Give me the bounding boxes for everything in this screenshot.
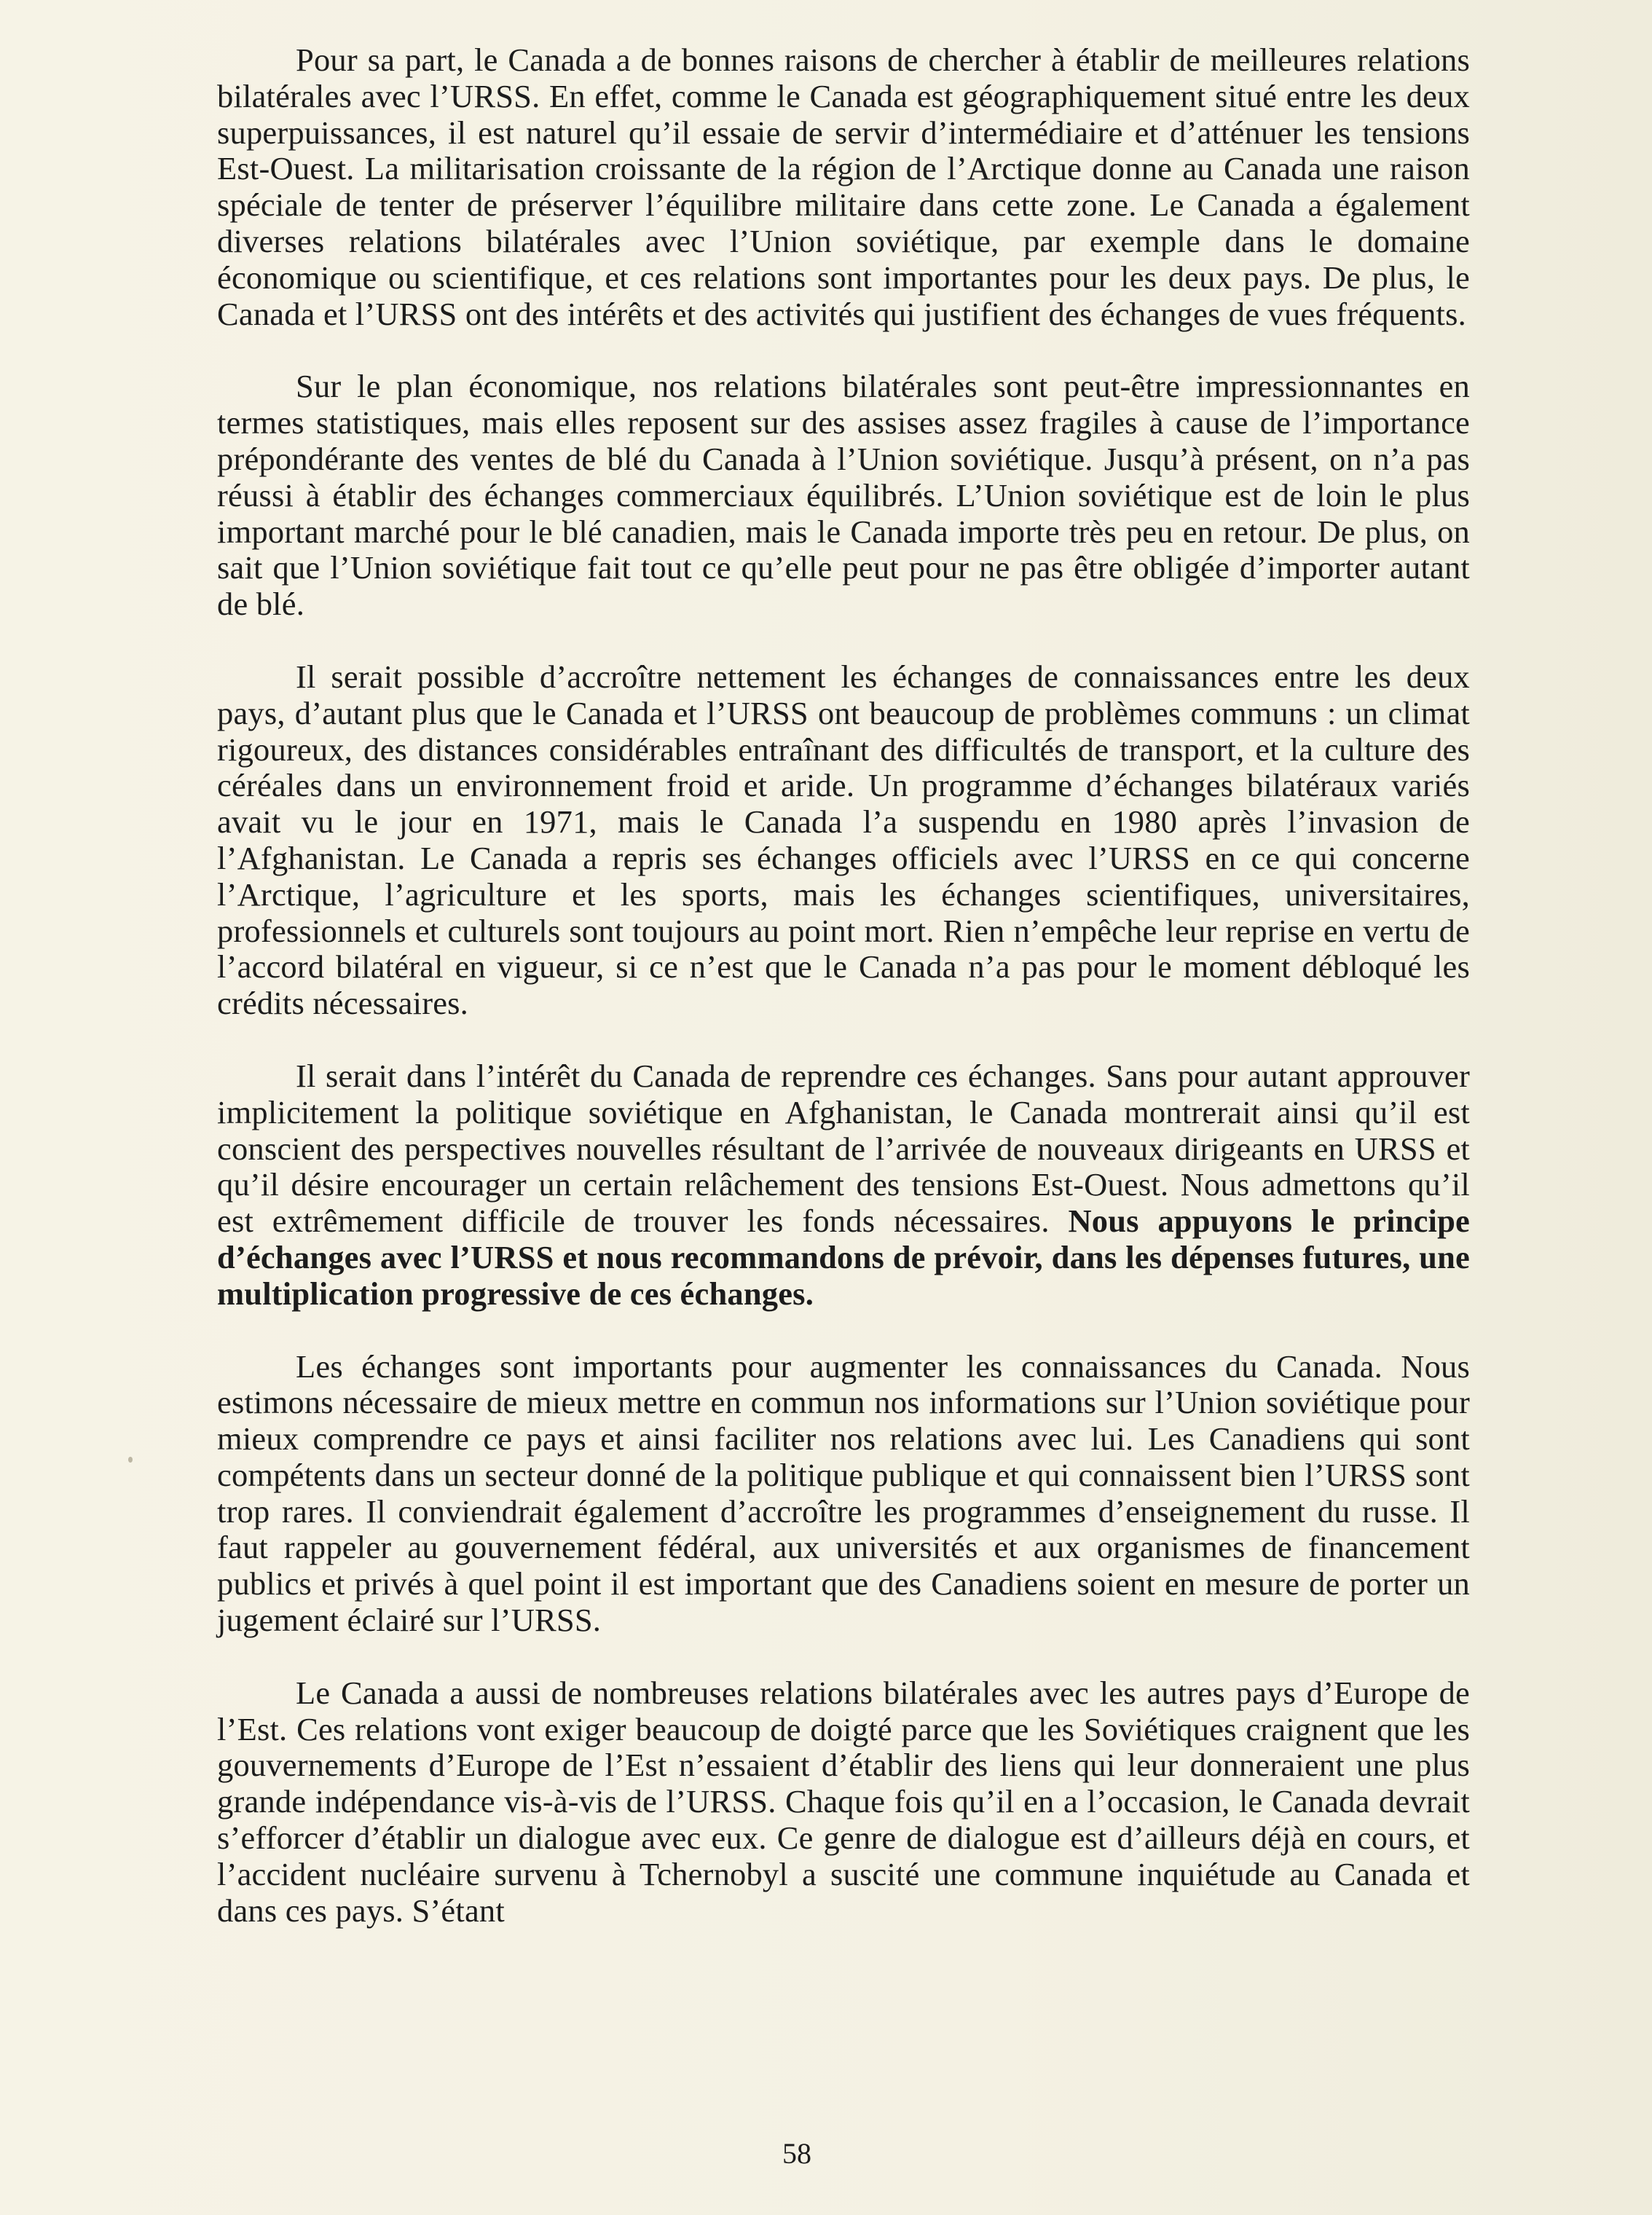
paragraph-text: Il serait dans l’intérêt du Canada de reprendre ces échanges. Sans pour autant approuver implicitement la politique soviétique en Afghanistan, le Canada montrerait ainsi qu’il est conscient des perspectives nouvelles résultant de l’arrivée de nouveaux dirigeants en URSS et qu’il désire encourager un certain relâchement des tensions Est-Ouest. Nous admettons qu’il est extrêmement difficile de trouver les fonds nécessaires. bbox=[217, 1057, 1470, 1240]
paragraph-economic-relations: Sur le plan économique, nos relations bilatérales sont peut-être impressionnantes en termes statistiques, mais elles reposent sur des assises assez fragiles à cause de l’importance prépondérante des ventes de blé du Canada à l’Union soviétique. Jusqu’à présent, on n’a pas réussi à établir des échanges commerciaux équilibrés. L’Union soviétique est de loin le plus important marché pour le blé canadien, mais le Canada importe très peu en retour. De plus, on sait que l’Union soviétique fait tout ce qu’elle peut pour ne pas être obligée d’importer autant de blé. bbox=[217, 368, 1470, 623]
scan-speck bbox=[128, 1457, 133, 1463]
body-text bbox=[217, 42, 1470, 1929]
paragraph-exchanges-importance: Les échanges sont importants pour augmenter les connaissances du Canada. Nous estimons nécessaire de mieux mettre en commun nos informations sur l’Union soviétique pour mieux comprendre ce pays et ainsi faciliter nos relations avec lui. Les Canadiens qui sont compétents dans un secteur donné de la politique publique et qui connaissent bien l’URSS sont trop rares. Il conviendrait également d’accroître les programmes d’enseignement du russe. Il faut rappeler au gouvernement fédéral, aux universités et aux organismes de financement publics et privés à quel point il est important que des Canadiens soient en mesure de porter un jugement éclairé sur l’URSS. bbox=[217, 1348, 1470, 1639]
recommendation-bold-text: Nous appuyons le principe d’échanges avec l’URSS et nous recommandons de prévoir, dans les dépenses futures, une multiplication progressive de ces échanges. bbox=[217, 1203, 1471, 1312]
paragraph-canada-urss-relations: Pour sa part, le Canada a de bonnes raisons de chercher à établir de meilleures relations bilatérales avec l’URSS. En effet, comme le Canada est géographiquement situé entre les deux superpuissances, il est naturel qu’il essaie de servir d’intermédiaire et d’atténuer les tensions Est-Ouest. La militarisation croissante de la région de l’Arctique donne au Canada une raison spéciale de tenter de préserver l’équilibre militaire dans cette zone. Le Canada a également diverses relations bilatérales avec l’Union soviétique, par exemple dans le domaine économique ou scientifique, et ces relations sont importantes pour les deux pays. De plus, le Canada et l’URSS ont des intérêts et des activités qui justifient des échanges de vues fréquents. bbox=[217, 42, 1470, 332]
paragraph-resume-exchanges bbox=[217, 1058, 1470, 1313]
paragraph-eastern-europe: Le Canada a aussi de nombreuses relations bilatérales avec les autres pays d’Europe de l’Est. Ces relations vont exiger beaucoup de doigté parce que les Soviétiques craignent que les gouvernements d’Europe de l’Est n’essaient d’établir des liens qui leur donneraient une plus grande indépendance vis-à-vis de l’URSS. Chaque fois qu’il en a l’occasion, le Canada devrait s’efforcer d’établir un dialogue avec eux. Ce genre de dialogue est d’ailleurs déjà en cours, et l’accident nucléaire survenu à Tchernobyl a suscité une commune inquiétude au Canada et dans ces pays. S’étant bbox=[217, 1674, 1470, 1929]
page-number: 58 bbox=[782, 2137, 811, 2170]
paragraph-knowledge-exchanges: Il serait possible d’accroître nettement les échanges de connaissances entre les deux pays, d’autant plus que le Canada et l’URSS ont beaucoup de problèmes communs : un climat rigoureux, des distances considérables entraînant des difficultés de transport, et la culture des céréales dans un environnement froid et aride. Un programme d’échanges bilatéraux variés avait vu le jour en 1971, mais le Canada l’a suspendu en 1980 après l’invasion de l’Afghanistan. Le Canada a repris ses échanges officiels avec l’URSS en ce qui concerne l’Arctique, l’agriculture et les sports, mais les échanges scientifiques, universitaires, professionnels et culturels sont toujours au point mort. Rien n’empêche leur reprise en vertu de l’accord bilatéral en vigueur, si ce n’est que le Canada n’a pas pour le moment débloqué les crédits nécessaires. bbox=[217, 658, 1470, 1022]
